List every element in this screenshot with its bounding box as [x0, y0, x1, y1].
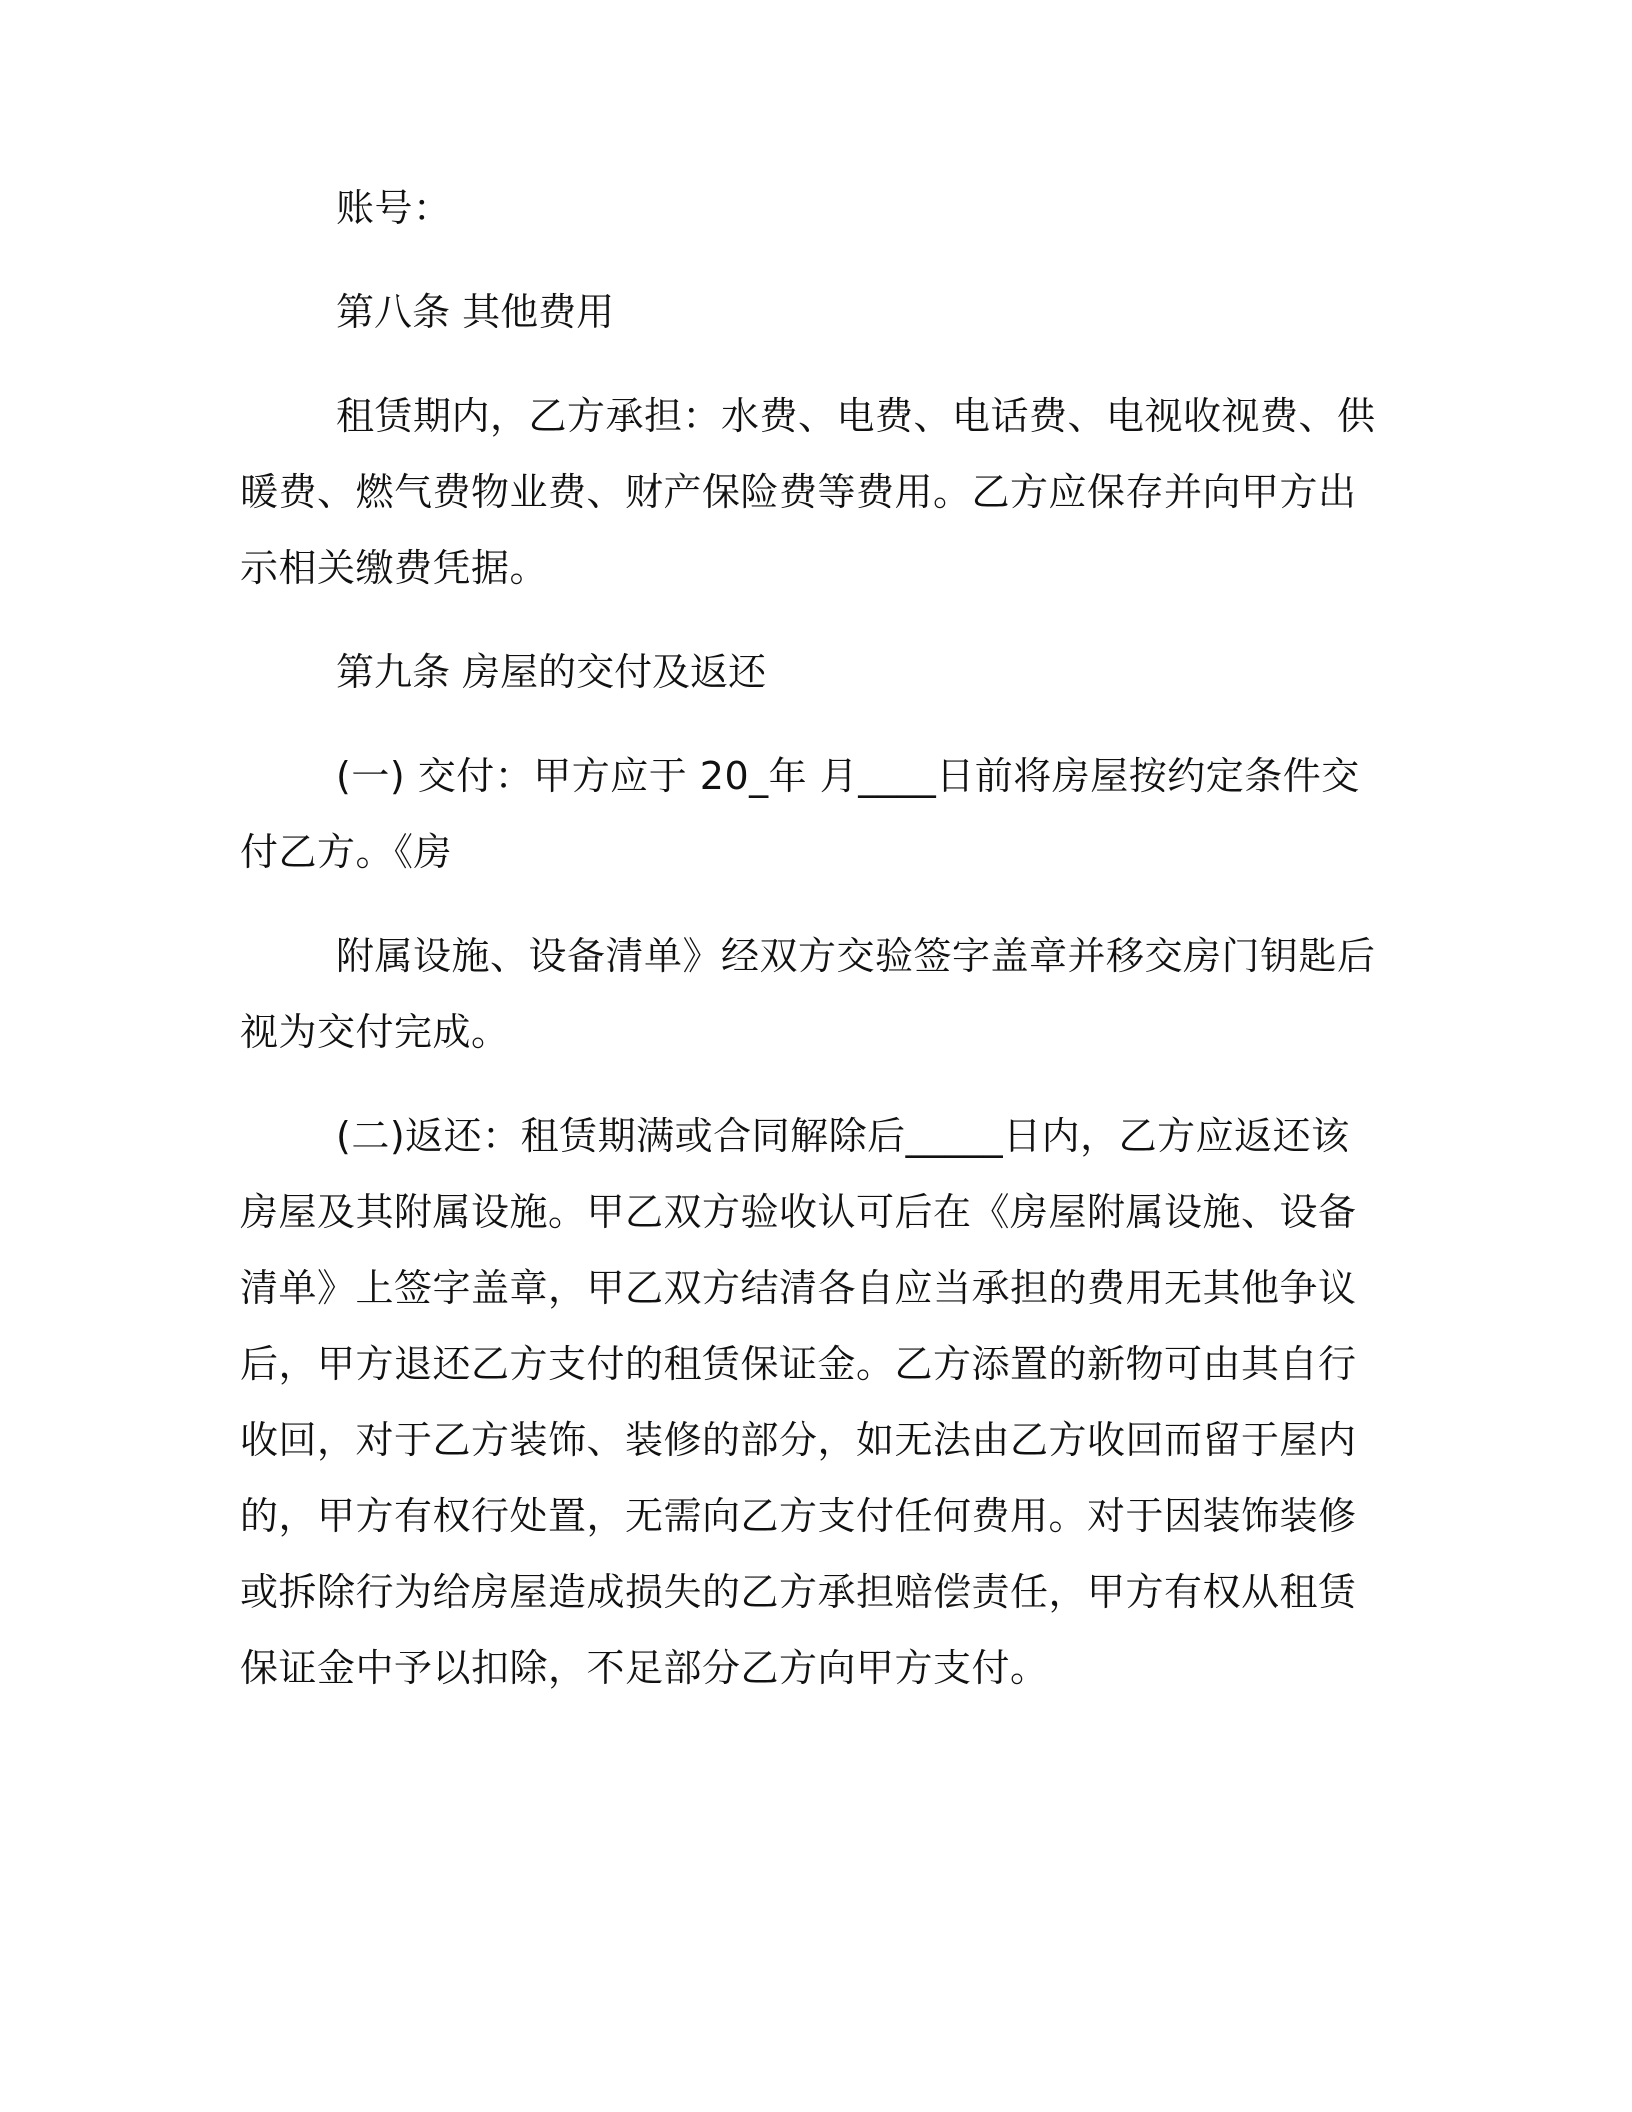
article-8-heading: 第八条 其他费用 [336, 290, 615, 334]
document-body [240, 170, 1380, 1734]
article-8-paragraph: 租赁期内，乙方承担：水费、电费、电话费、电视收视费、供暖费、燃气费物业费、财产保险费等费用。乙方应保存并向甲方出示相关缴费凭据。 [240, 394, 1376, 590]
delivery-paragraph: (一) 交付：甲方应于 20_年 月____日前将房屋按约定条件交付乙方。《房 [240, 754, 1360, 874]
account-number-line: 账号： [336, 186, 452, 230]
return-paragraph: (二)返还：租赁期满或合同解除后_____日内，乙方应返还该房屋及其附属设施。甲乙双方验收认可后在《房屋附属设施、设备清单》上签字盖章，甲乙双方结清各自应当承担的费用无其他争议后，甲方退还乙方支付的租赁保证金。乙方添置的新物可由其自行收回，对于乙方装饰、装修的部分，如无法由乙方收回而留于屋内的，甲方有权行处置，无需向乙方支付任何费用。对于因装饰装修或拆除行为给房屋造成损失的乙方承担赔偿责任，甲方有权从租赁保证金中予以扣除，不足部分乙方向甲方支付。 [240, 1114, 1357, 1690]
article-9-heading: 第九条 房屋的交付及返还 [336, 650, 767, 694]
delivery-continuation-paragraph: 附属设施、设备清单》经双方交验签字盖章并移交房门钥匙后视为交付完成。 [240, 934, 1376, 1054]
